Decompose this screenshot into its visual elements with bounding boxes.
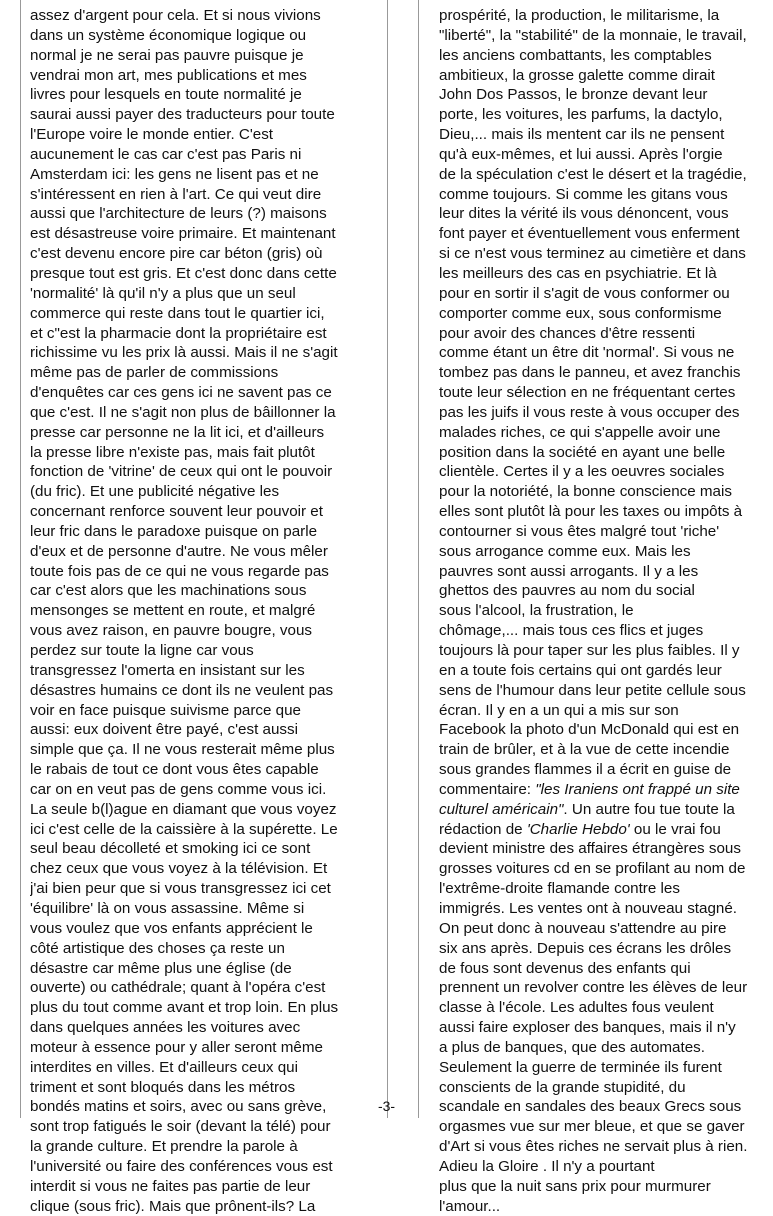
text-line — [439, 244, 769, 264]
text-line: (du fric). Et une publicité négative les — [30, 483, 280, 501]
line-text: porte, les voitures, les parfums, la dactylo, — [439, 106, 723, 124]
text-line — [439, 859, 769, 879]
text-line: désastre car même plus une église (de — [30, 959, 292, 977]
text-line — [439, 204, 769, 224]
text-line: dans quelques années les voitures avec — [30, 1019, 301, 1037]
line-text: position dans la société en ayant une belle — [439, 443, 726, 461]
text-line — [439, 800, 769, 820]
text-line — [439, 760, 769, 780]
line-text: font payer et éventuellement vous enferment — [439, 225, 740, 243]
text-line — [439, 145, 769, 165]
line-text: immigrés. Les ventes ont à nouveau stagné. — [439, 899, 738, 917]
text-line: aussi que l'architecture de leurs (?) maisons — [30, 205, 327, 223]
text-line — [439, 462, 769, 482]
line-text: si ce n'est vous terminez au cimetière et dans — [439, 245, 746, 263]
text-line — [439, 46, 769, 66]
column-edge — [387, 0, 388, 1118]
right-text-column — [439, 6, 769, 1216]
text-line — [439, 224, 769, 244]
line-text: Adieu la Gloire . Il n'y a pourtant — [439, 1157, 655, 1175]
text-line — [439, 482, 769, 502]
text-line — [439, 959, 769, 979]
text-line — [439, 998, 769, 1018]
text-line: c'est devenu encore pire car béton (gris) où — [30, 245, 323, 263]
text-line: aucunement le cas car c'est pas Paris ni — [30, 145, 302, 163]
text-line — [439, 1157, 769, 1177]
text-line: seul beau décolleté et smoking ici ce sont — [30, 840, 311, 858]
text-line — [439, 820, 769, 840]
text-line: vendrai mon art, mes publications et mes — [30, 66, 307, 84]
text-line: et c"est la pharmacie dont la propriétaire est — [30, 324, 327, 342]
text-line: clique (sous fric). Mais que prônent-ils? La — [30, 1197, 316, 1215]
text-line — [439, 423, 769, 443]
text-line: d'enquêtes car ces gens ici ne savent pas ce — [30, 384, 332, 402]
text-line: dans un système économique logique ou — [30, 26, 307, 44]
line-text: aussi faire exploser des banques, mais il n'y — [439, 1019, 736, 1037]
line-text: conscients de la grande stupidité, du — [439, 1078, 686, 1096]
text-line — [439, 701, 769, 721]
text-line — [439, 1078, 769, 1098]
line-text: pour avoir des chances d'être ressenti — [439, 324, 696, 342]
line-text: chômage,... mais tous ces flics et juges — [439, 622, 704, 640]
line-text: commentaire: — [439, 780, 536, 798]
line-text: l'extrême-droite flamande contre les — [439, 880, 680, 898]
text-line: aussi: eux doivent être payé, c'est aussi — [30, 721, 298, 739]
left-text-column — [30, 6, 382, 1216]
text-line — [439, 105, 769, 125]
text-line: mensonges se mettent en route, et malgré — [30, 602, 316, 620]
text-line — [439, 601, 769, 621]
text-line: chez ceux que vous voyez à la télévision. Et — [30, 860, 328, 878]
line-text: clientèle. Certes il y a les oeuvres sociales — [439, 463, 725, 481]
text-line: normal je ne serai pas pauvre puisque je — [30, 46, 304, 64]
text-line — [439, 264, 769, 284]
text-line: le rabais de tout ce dont vous êtes capable — [30, 761, 319, 779]
line-text: les meilleurs des cas en psychiatrie. Et là — [439, 264, 717, 282]
line-text: prospérité, la production, le militarisme, la — [439, 7, 720, 24]
text-line — [439, 502, 769, 522]
text-line: commerce qui reste dans tout le quartier ici, — [30, 304, 325, 322]
text-line: l'université ou faire des conférences vous est — [30, 1157, 333, 1175]
line-text: Dieu,... mais ils mentent car ils ne pensent — [439, 126, 725, 144]
text-line: d'eux et de personne d'autre. Ne vous mêler — [30, 542, 328, 560]
text-line — [439, 1197, 769, 1216]
text-line — [439, 939, 769, 959]
text-line — [439, 66, 769, 86]
text-line: presse car personne ne la lit ici, et d'ailleurs — [30, 423, 325, 441]
line-text: train de brûler, et à la vue de cette incendie — [439, 741, 730, 759]
text-line — [439, 581, 769, 601]
text-line: 'normalité' là qu'il n'y a plus que un seul — [30, 284, 296, 302]
text-line: la grande culture. Et prendre la parole à — [30, 1138, 298, 1156]
line-text: devient ministre des affaires étrangères sous — [439, 840, 741, 858]
line-text: leur dites la vérité ils vous dénoncent, vous — [439, 205, 729, 223]
text-line — [439, 919, 769, 939]
line-text: en a toute fois certains qui ont gardés leur — [439, 661, 722, 679]
text-line — [439, 621, 769, 641]
text-line — [439, 1177, 769, 1197]
text-line — [439, 542, 769, 562]
line-text: pour en sortir il s'agit de vous conformer ou — [439, 284, 730, 302]
page-number: -3- — [377, 1098, 396, 1114]
text-line — [439, 443, 769, 463]
text-line: simple que ça. Il ne vous resterait même plus — [30, 741, 335, 759]
line-text: écran. Il y en a un qui a mis sur son — [439, 701, 679, 719]
line-text: six ans après. Depuis ces écrans les drôles — [439, 939, 732, 957]
text-line — [439, 681, 769, 701]
text-line: concernant renforce souvent leur pouvoir et — [30, 503, 323, 521]
line-text: ghettos des pauvres au nom du social — [439, 582, 695, 600]
line-text: les anciens combattants, les comptables — [439, 46, 712, 64]
text-line: vous avez raison, en pauvre bougre, vous — [30, 622, 312, 640]
text-line: interdites en villes. Et d'ailleurs ceux qui — [30, 1058, 298, 1076]
text-line: vous voulez que vos enfants apprécient le — [30, 919, 313, 937]
text-line — [439, 6, 769, 26]
text-line: car c'est alors que les machinations sous — [30, 582, 307, 600]
text-line: La seule b(l)ague en diamant que vous voyez — [30, 800, 337, 818]
text-line — [439, 304, 769, 324]
text-line — [439, 185, 769, 205]
text-line: transgressez l'omerta en insistant sur les — [30, 661, 305, 679]
text-line — [439, 26, 769, 46]
text-line: presque tout est gris. Et c'est donc dans cette — [30, 264, 337, 282]
line-text: malades riches, ce qui s'appelle avoir une — [439, 423, 721, 441]
line-text: pas les juifs il vous reste à vous occuper des — [439, 403, 740, 421]
line-text: ou le vrai fou — [629, 820, 721, 838]
line-text: comporter comme eux, sous conformisme — [439, 304, 722, 322]
column-edge — [418, 0, 419, 1118]
text-line — [439, 324, 769, 344]
text-line — [439, 720, 769, 740]
text-line: assez d'argent pour cela. Et si nous vivions — [30, 7, 321, 24]
text-line: leur fric dans le paradoxe puisque on parle — [30, 522, 318, 540]
text-line: triment et sont bloqués dans les métros — [30, 1078, 296, 1096]
text-line: car on en veut pas de gens comme vous ici. — [30, 780, 327, 798]
text-line: même pas de parler de commissions — [30, 364, 279, 382]
text-line: côté artistique des choses ça reste un — [30, 939, 285, 957]
line-text: plus que la nuit sans prix pour murmurer — [439, 1177, 711, 1195]
text-line — [439, 978, 769, 998]
text-line — [439, 403, 769, 423]
text-line — [439, 1058, 769, 1078]
line-text: pour la notoriété, la bonne conscience mais — [439, 483, 732, 501]
line-text: classe à l'école. Les adultes fous veulent — [439, 999, 714, 1017]
text-line: Amsterdam ici: les gens ne lisent pas et ne — [30, 165, 319, 183]
text-line — [439, 284, 769, 304]
line-text: tombez pas dans le panneu, et avez franchis — [439, 364, 741, 382]
text-line: voir en face puisque suivisme parce que — [30, 701, 301, 719]
text-line — [439, 363, 769, 383]
line-text: contourner si vous êtes malgré tout 'riche' — [439, 522, 720, 540]
text-line: est désastreuse voire primaire. Et maintenant — [30, 225, 336, 243]
line-text: de fous sont devenus des enfants qui — [439, 959, 691, 977]
text-line: 'équilibre' là on vous assassine. Même si — [30, 899, 305, 917]
line-text: sous l'alcool, la frustration, le — [439, 602, 634, 620]
text-line: que c'est. Il ne s'agit non plus de bâillonner la — [30, 403, 336, 421]
italic-text: "les Iraniens ont frappé un site — [535, 780, 740, 798]
line-text: Facebook la photo d'un McDonald qui est en — [439, 721, 740, 739]
text-line — [439, 562, 769, 582]
line-text: ambitieux, la grosse galette comme dirait — [439, 66, 716, 84]
text-line — [439, 780, 769, 800]
text-line: livres pour lesquels en toute normalité je — [30, 86, 302, 104]
text-line: ouverte) ou cathédrale; quant à l'opéra c'est — [30, 979, 326, 997]
text-line: ici c'est celle de la caissière à la supérette. Le — [30, 820, 338, 838]
text-line: richissime vu les prix là aussi. Mais il ne s'agit — [30, 344, 338, 362]
line-text: comme toujours. Si comme les gitans vous — [439, 185, 728, 203]
line-text: comme étant un être dit 'normal'. Si vous ne — [439, 344, 735, 362]
text-line: moteur à essence pour y aller seront même — [30, 1038, 323, 1056]
text-line: saurai aussi payer des traducteurs pour toute — [30, 106, 335, 124]
line-text: a plus de banques, que des automates. — [439, 1038, 705, 1056]
line-text: toujours là pour taper sur les plus faibles. Il y — [439, 642, 740, 659]
text-line — [439, 383, 769, 403]
italic-text: culturel américain" — [439, 800, 564, 818]
line-text: de la spéculation c'est le désert et la tragédie, — [439, 165, 747, 183]
text-line — [439, 661, 769, 681]
text-line — [439, 1018, 769, 1038]
text-line: bondés matins et soirs, avec ou sans grève, — [30, 1098, 327, 1116]
text-line: fonction de 'vitrine' de ceux qui ont le pouvoir — [30, 463, 333, 481]
text-line — [439, 125, 769, 145]
line-text: sens de l'humour dans leur petite cellule sous — [439, 681, 746, 699]
text-line: plus du tout comme avant et trop loin. En plus — [30, 999, 339, 1017]
italic-text: 'Charlie Hebdo' — [526, 820, 630, 838]
text-line — [439, 85, 769, 105]
text-line — [439, 641, 769, 661]
text-line — [439, 343, 769, 363]
text-line: toute fois pas de ce qui ne vous regarde pas — [30, 562, 329, 580]
line-text: toute leur sélection en ne fréquentant certes — [439, 384, 736, 402]
text-line — [439, 899, 769, 919]
text-line: sont trop fatigués le soir (devant la télé) pour — [30, 1118, 331, 1136]
text-line — [439, 740, 769, 760]
line-text: grosses voitures cd en se profilant au nom de — [439, 860, 746, 878]
line-text: Seulement la guerre de terminée ils furent — [439, 1058, 722, 1076]
text-line: la presse libre n'existe pas, mais fait plutôt — [30, 443, 315, 461]
text-line — [439, 165, 769, 185]
text-line: j'ai bien peur que si vous transgressez ici cet — [30, 880, 331, 898]
text-line: interdit si vous ne faites pas partie de leur — [30, 1177, 311, 1195]
line-text: . Un autre fou tue toute la — [563, 800, 735, 818]
line-text: scandale en sandales des beaux Grecs sous — [439, 1098, 742, 1116]
text-line — [439, 1137, 769, 1157]
line-text: elles sont plutôt là pour les taxes ou impôts à — [439, 503, 743, 521]
line-text: d'Art si vous êtes riches ne servait plus à rien. — [439, 1138, 748, 1156]
line-text: qu'à eux-mêmes, et lui aussi. Après l'orgie — [439, 145, 723, 163]
line-text: "liberté", la "stabilité" de la monnaie, le travail, — [439, 26, 747, 44]
line-text: rédaction de — [439, 820, 527, 838]
line-text: On peut donc à nouveau s'attendre au pire — [439, 919, 727, 937]
text-line: désastres humains ce dont ils ne veulent pas — [30, 681, 334, 699]
text-line: l'Europe voire le monde entier. C'est — [30, 126, 274, 144]
line-text: John Dos Passos, le bronze devant leur — [439, 86, 708, 104]
text-line — [439, 522, 769, 542]
text-line — [439, 1038, 769, 1058]
line-text: l'amour... — [439, 1197, 501, 1215]
line-text: prennent un revolver contre les élèves de leur — [439, 979, 748, 997]
line-text: pauvres sont aussi arrogants. Il y a les — [439, 562, 699, 580]
text-line — [439, 839, 769, 859]
line-text: sous grandes flammes il a écrit en guise de — [439, 761, 732, 779]
line-text: orgasmes vue sur mer bleue, et que se gaver — [439, 1118, 745, 1136]
line-text: sous arrogance comme eux. Mais les — [439, 542, 691, 560]
text-line: perdez sur toute la ligne car vous — [30, 642, 254, 659]
scan-edge-left — [20, 0, 21, 1118]
text-line: s'intéressent en rien à l'art. Ce qui veut dire — [30, 185, 322, 203]
text-line — [439, 1117, 769, 1137]
text-line — [439, 879, 769, 899]
